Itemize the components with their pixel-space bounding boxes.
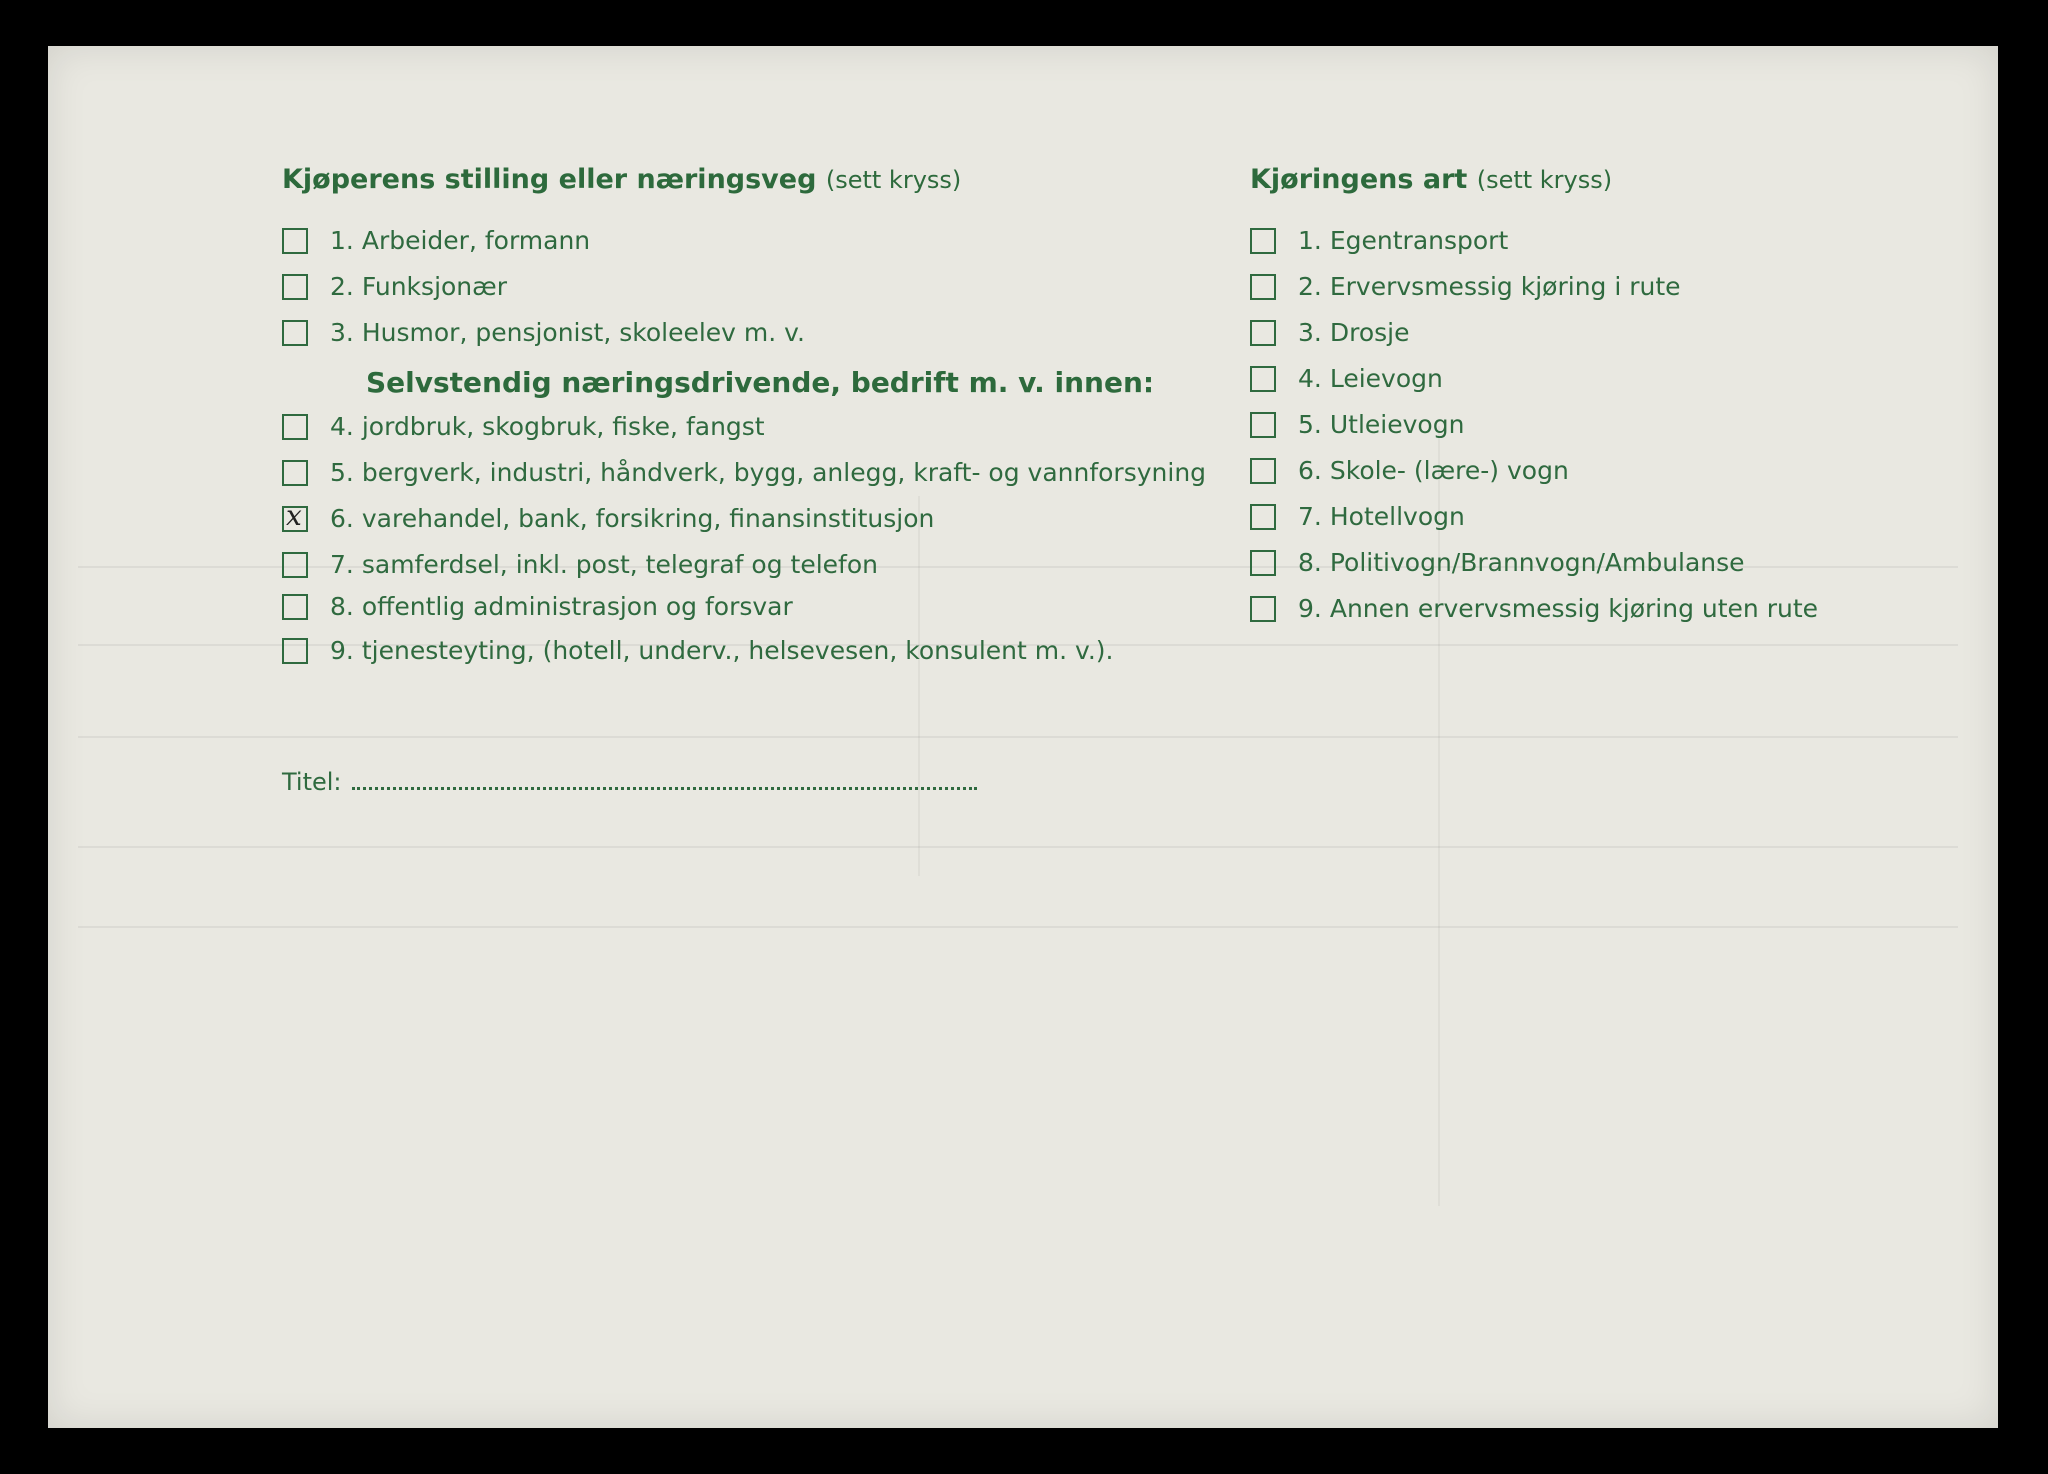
buyer-option-3[interactable]: 3. Husmor, pensjonist, skoleelev m. v. bbox=[282, 318, 805, 347]
checkbox[interactable] bbox=[282, 228, 308, 254]
checkbox[interactable] bbox=[282, 320, 308, 346]
checkbox[interactable] bbox=[1250, 274, 1276, 300]
ghost-rule bbox=[1438, 426, 1440, 1206]
buyer-heading: Kjøperens stilling eller næringsveg (sett kryss) bbox=[282, 164, 962, 195]
driving-option-3[interactable]: 3. Drosje bbox=[1250, 318, 1410, 347]
driving-option-1[interactable]: 1. Egentransport bbox=[1250, 226, 1508, 255]
business-option-9[interactable]: 9. tjenesteyting, (hotell, underv., helsevesen, konsulent m. v.). bbox=[282, 636, 1114, 665]
business-option-6[interactable]: x 6. varehandel, bank, forsikring, finansinstitusjon bbox=[282, 504, 934, 533]
driving-option-4[interactable]: 4. Leievogn bbox=[1250, 364, 1443, 393]
title-field[interactable] bbox=[282, 768, 977, 796]
business-option-8[interactable]: 8. offentlig administrasjon og forsvar bbox=[282, 592, 793, 621]
ghost-rule bbox=[78, 846, 1958, 848]
checkbox[interactable] bbox=[282, 594, 308, 620]
buyer-option-1[interactable]: 1. Arbeider, formann bbox=[282, 226, 590, 255]
ghost-rule bbox=[918, 496, 920, 876]
driving-option-7[interactable]: 7. Hotellvogn bbox=[1250, 502, 1465, 531]
checkbox[interactable] bbox=[1250, 550, 1276, 576]
buyer-option-2[interactable]: 2. Funksjonær bbox=[282, 272, 507, 301]
driving-option-5[interactable]: 5. Utleievogn bbox=[1250, 410, 1464, 439]
driving-option-8[interactable]: 8. Politivogn/Brannvogn/Ambulanse bbox=[1250, 548, 1745, 577]
ghost-rule bbox=[78, 926, 1958, 928]
business-option-4[interactable]: 4. jordbruk, skogbruk, fiske, fangst bbox=[282, 412, 765, 441]
driving-option-2[interactable]: 2. Ervervsmessig kjøring i rute bbox=[1250, 272, 1681, 301]
business-option-7[interactable]: 7. samferdsel, inkl. post, telegraf og telefon bbox=[282, 550, 878, 579]
checkbox[interactable] bbox=[1250, 504, 1276, 530]
self-employed-subheading: Selvstendig næringsdrivende, bedrift m. v. innen: bbox=[366, 366, 1155, 399]
checkbox[interactable] bbox=[282, 552, 308, 578]
checkbox[interactable] bbox=[1250, 596, 1276, 622]
checkbox[interactable] bbox=[1250, 228, 1276, 254]
title-dotted-line[interactable] bbox=[352, 769, 977, 790]
business-option-5[interactable]: 5. bergverk, industri, håndverk, bygg, anlegg, kraft- og vannforsyning bbox=[282, 458, 1206, 487]
driving-option-9[interactable]: 9. Annen ervervsmessig kjøring uten rute bbox=[1250, 594, 1818, 623]
checkbox[interactable] bbox=[1250, 320, 1276, 346]
checkbox[interactable] bbox=[1250, 458, 1276, 484]
driving-type-heading: Kjøringens art (sett kryss) bbox=[1250, 164, 1613, 195]
checkbox[interactable] bbox=[1250, 412, 1276, 438]
checkbox[interactable] bbox=[282, 414, 308, 440]
driving-option-6[interactable]: 6. Skole- (lære-) vogn bbox=[1250, 456, 1569, 485]
checkbox-checked[interactable] bbox=[282, 498, 308, 532]
checkbox[interactable] bbox=[1250, 366, 1276, 392]
ghost-rule bbox=[78, 736, 1958, 738]
checkbox[interactable] bbox=[282, 638, 308, 664]
check-mark: x bbox=[286, 498, 302, 532]
form-card bbox=[48, 46, 1998, 1428]
checkbox[interactable] bbox=[282, 274, 308, 300]
title-label: Titel: bbox=[282, 768, 342, 796]
checkbox[interactable] bbox=[282, 460, 308, 486]
